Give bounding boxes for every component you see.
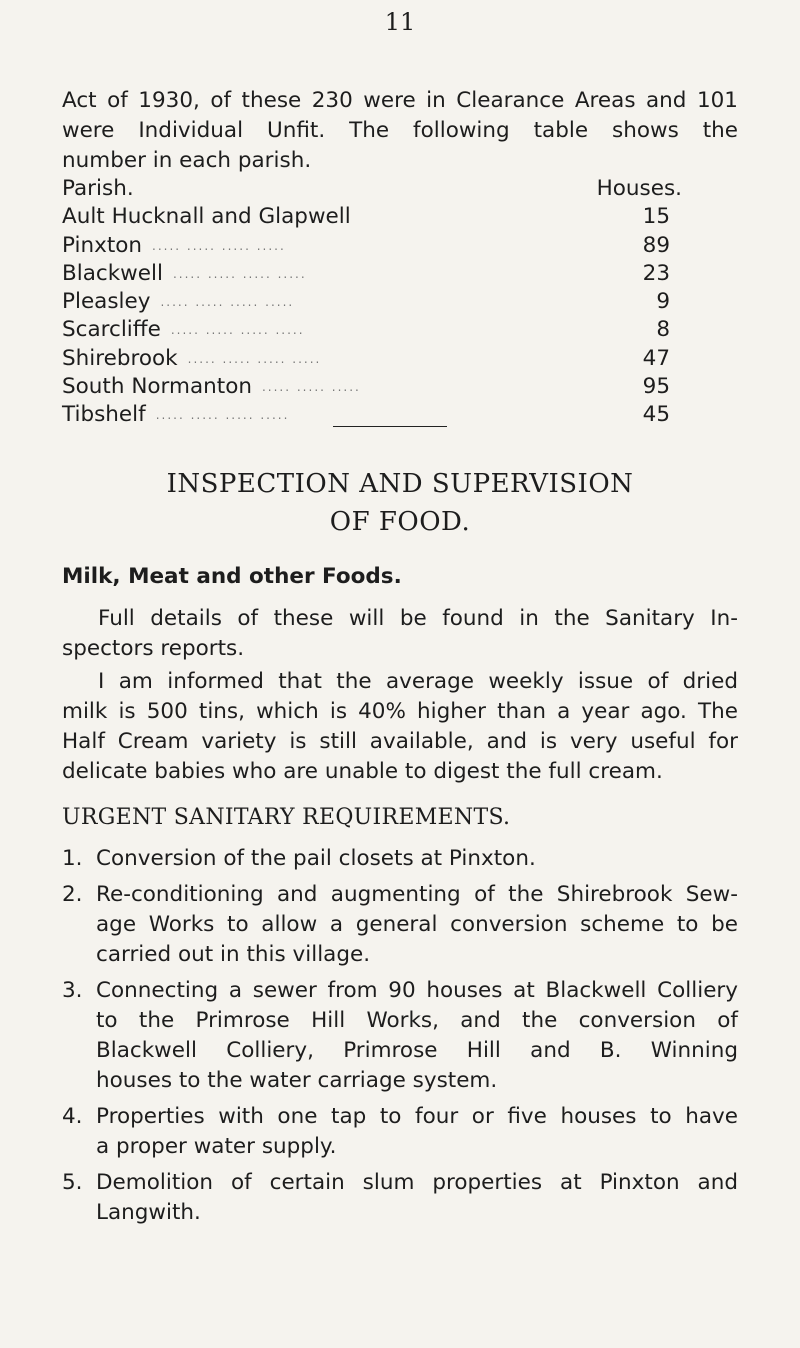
list-item [62,976,738,1096]
houses-count: 9 [656,289,670,315]
item-line: Properties with one tap to four or five houses to have [96,1104,738,1129]
houses-count: 8 [656,317,670,343]
paragraph-details [62,604,738,664]
list-item [62,880,738,970]
leader-dots: ..... ..... ..... ..... [152,238,286,253]
item-line: carried out in this village. [96,942,371,967]
section-title: INSPECTION AND SUPERVISION [166,469,634,499]
parish-name: Scarcliffe [62,317,161,343]
item-line: Demolition of certain slum properties at Pinxton and [96,1170,738,1195]
item-number: 2. [62,882,83,907]
parish-name: Tibshelf [62,402,146,428]
intro-line: were Individual Unfit. The following table shows the [62,118,738,143]
table-row [62,288,682,316]
requirements-list [62,844,738,1234]
item-line: Connecting a sewer from 90 houses at Blackwell Colliery [96,978,738,1003]
urgent-requirements-heading: URGENT SANITARY REQUIREMENTS. [62,805,511,830]
houses-count: 23 [642,260,670,286]
table-header [62,175,682,203]
section-divider [333,426,447,427]
leader-dots: ..... ..... ..... ..... [155,408,290,423]
page-number: 11 [384,8,416,36]
intro-line: Act of 1930, of these 230 were in Clearance Areas and 101 [62,88,738,113]
table-row [62,203,682,231]
table-row [62,373,682,401]
table-row [62,260,682,288]
paragraph-line: delicate babies who are unable to digest the full cream. [62,759,663,784]
section-title-continued: OF FOOD. [329,507,471,537]
item-line: Conversion of the pail closets at Pinxton. [96,846,536,871]
parish-name: Ault Hucknall and Glapwell [62,204,351,230]
leader-dots: ..... ..... ..... ..... [160,295,295,310]
item-line: to the Primrose Hill Works, and the conversion of [96,1008,738,1033]
list-item [62,1102,738,1162]
parish-name: Pleasley [62,289,151,315]
parish-column-header: Parish. [62,176,134,201]
item-line: a proper water supply. [96,1134,337,1159]
paragraph-line: I am informed that the average weekly issue of dried [98,669,738,694]
subheading: Milk, Meat and other Foods. [62,564,402,589]
table-row [62,232,682,260]
houses-count: 15 [642,204,670,230]
parish-name: Blackwell [62,260,163,286]
parish-name: South Normanton [62,374,252,400]
paragraph-line: spectors reports. [62,636,245,661]
item-line: Langwith. [96,1200,201,1225]
table-row [62,345,682,373]
paragraph-line: milk is 500 tins, which is 40% higher than a year ago. The [62,699,738,724]
item-line: Re-conditioning and augmenting of the Shirebrook Sew- [96,882,738,907]
parish-name: Shirebrook [62,345,178,371]
item-number: 5. [62,1170,83,1195]
leader-dots: ..... ..... ..... [261,380,361,395]
table-row [62,316,682,344]
paragraph-dried-milk [62,667,738,787]
houses-count: 89 [642,232,670,258]
item-number: 4. [62,1104,83,1129]
leader-dots: ..... ..... ..... ..... [172,266,307,281]
item-number: 1. [62,846,83,871]
intro-line: number in each parish. [62,148,312,173]
leader-dots: ..... ..... ..... ..... [187,351,322,366]
intro-paragraph [62,86,738,176]
parish-name: Pinxton [62,232,143,258]
item-line: Blackwell Colliery, Primrose Hill and B. Winning [96,1038,738,1063]
paragraph-line: Half Cream variety is still available, and is very useful for [62,729,738,754]
parish-houses-table [62,175,682,430]
list-item [62,1168,738,1228]
leader-dots: ..... ..... ..... ..... [170,323,305,338]
houses-count: 45 [642,402,670,428]
item-line: age Works to allow a general conversion scheme to be [96,912,738,937]
paragraph-line: Full details of these will be found in the Sanitary In- [98,606,738,631]
item-number: 3. [62,978,83,1003]
item-line: houses to the water carriage system. [96,1068,498,1093]
leader-dots [361,203,600,231]
list-item [62,844,738,874]
houses-count: 95 [642,374,670,400]
houses-count: 47 [642,345,670,371]
houses-column-header: Houses. [596,176,682,201]
